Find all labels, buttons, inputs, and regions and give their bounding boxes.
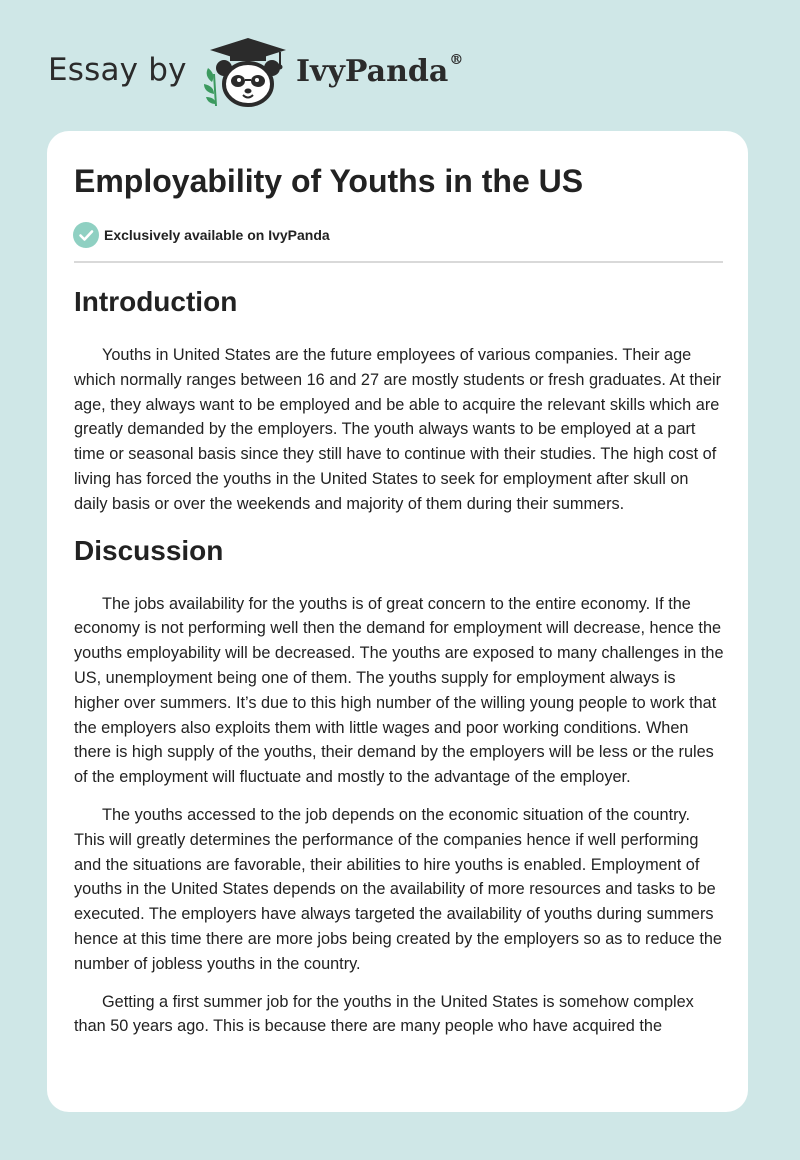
paragraph: Getting a first summer job for the youths in the United States is somehow complex than 50 years ago. This is because there are many people who have acquired the [74, 992, 694, 1036]
paragraph: The jobs availability for the youths is of great concern to the entire economy. If the economy is not performing well then the demand for employment will decrease, hence the youths employability will be decreased. The youths are exposed to many challenges in the US, unemployment being one of them. The youths supply for employment always is higher over summers. It’s due to this high number of the willing young people to work that the employers also exploits them with little wages and poor working conditions. When there is high supply of the youths, their demand by the employers will be less or the rules of the employment will fluctuate and mostly to the advantage of the employer. [74, 594, 724, 787]
brand-name[interactable] [296, 54, 463, 89]
panda-graduate-logo-icon [200, 34, 296, 110]
exclusive-badge [73, 222, 330, 248]
essay-title: Employability of Youths in the US [74, 163, 584, 199]
section-heading: Discussion [74, 534, 224, 566]
brand-name-text: IvyPanda [296, 54, 449, 89]
site-header [48, 34, 488, 110]
essay-by-label: Essay by [48, 52, 187, 88]
essay-card [47, 131, 748, 1112]
title-divider [74, 261, 723, 263]
registered-mark: ® [449, 52, 464, 68]
check-circle-icon [73, 222, 99, 248]
section-heading: Introduction [74, 286, 238, 317]
paragraph: The youths accessed to the job depends on the economic situation of the country. This will greatly determines the performance of the companies hence if well performing and the situations are favorable, their abilities to hire youths is enabled. Employment of youths in the United States depends on the availability of more resources and tasks to be executed. The employers have always targeted the availability of youths during summers hence at this time there are more jobs being created by the employers so as to reduce the number of jobless youths in the country. [74, 805, 722, 973]
exclusive-badge-label: Exclusively available on IvyPanda [104, 227, 330, 243]
essay-content [74, 281, 724, 1052]
section-introduction [74, 281, 724, 517]
section-discussion [74, 530, 724, 1040]
paragraph: Youths in United States are the future employees of various companies. Their age which normally ranges between 16 and 27 are mostly students or fresh graduates. At their age, they always want to be employed and be able to acquire the relevant skills which are greatly demanded by the employers. The youth always wants to be employed at a part time or seasonal basis since they still have to continue with their studies. The high cost of living has forced the youths in the United States to seek for employment after skull on daily basis or over the weekends and majority of them during their summers. [74, 346, 722, 513]
